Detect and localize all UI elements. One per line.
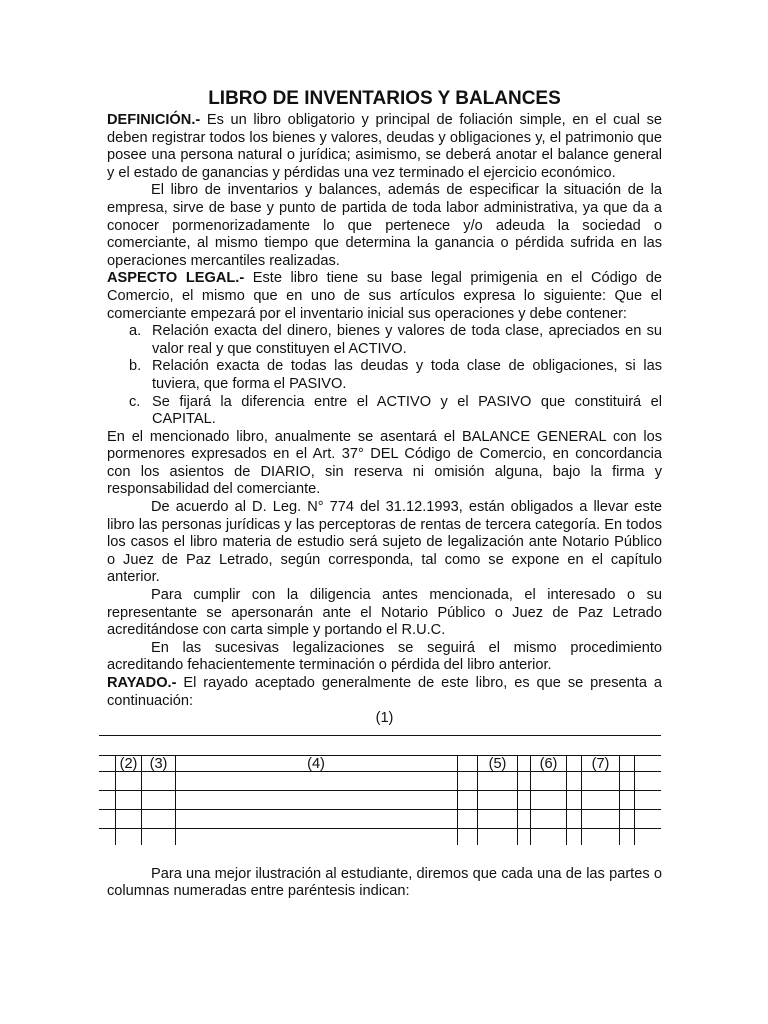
list-item-text: Relación exacta de todas las deudas y toda clase de obligaciones, si las tuviera, que forma el PASIVO. <box>152 358 662 392</box>
definicion-text: Es un libro obligatorio y principal de foliación simple, en el cual se deben registrar todos los bienes y valores, deudas y obligaciones y, el patrimonio que posee una persona natural o jurídica; asimismo, se deberá anotar el balance general y el estado de ganancias y pérdidas una vez terminado el ejercicio económico. <box>107 112 662 181</box>
aspecto-legal-text: Este libro tiene su base legal primigenia en el Código de Comercio, el mismo que en uno de sus artículos expresa lo siguiente: Que el comerciante empezará por el inventario inicial sus operaciones y debe contener: <box>107 270 662 322</box>
table-column-label: (3) <box>149 755 168 772</box>
aspecto-legal-paragraph <box>107 270 662 323</box>
paragraph-libro-inventarios: El libro de inventarios y balances, además de especificar la situación de la empresa, sirve de base y punto de partida de toda labor administrativa, ya que da a conocer pormenorizadamente lo que pertenece y/o adeuda la sociedad o comerciante, al mismo tiempo que determina la ganancia o pérdida sufrida en las operaciones mercantiles realizadas. <box>107 182 662 269</box>
aspecto-legal-label: ASPECTO LEGAL.- <box>107 270 245 287</box>
table-top-label: (1) <box>375 710 394 727</box>
paragraph-balance-general: En el mencionado libro, anualmente se asentará el BALANCE GENERAL con los pormenores expresados en el Art. 37° DEL Código de Comercio, en concordancia con los asientos de DIARIO, sin reserva ni omisión alguna, bajo la firma y responsabilidad del comerciante. <box>107 428 662 498</box>
definicion-paragraph <box>107 112 662 182</box>
page-title: LIBRO DE INVENTARIOS Y BALANCES <box>208 88 561 109</box>
rayado-paragraph <box>107 675 662 710</box>
list-item-text: Relación exacta del dinero, bienes y valores de toda clase, apreciados en su valor real y que constituyen el ACTIVO. <box>152 323 662 357</box>
contents-list <box>107 323 662 429</box>
paragraph-ilustracion: Para una mejor ilustración al estudiante, diremos que cada una de las partes o columnas numeradas entre paréntesis indican: <box>107 865 662 900</box>
list-item-text: Se fijará la diferencia entre el ACTIVO y el PASIVO que constituirá el CAPITAL. <box>152 393 662 428</box>
table-column-label: (4) <box>307 755 325 772</box>
table-column-label: (6) <box>539 755 558 772</box>
rayado-text: El rayado aceptado generalmente de este libro, es que se presenta a continuación: <box>107 675 662 709</box>
list-item <box>107 358 662 393</box>
table-column-label: (7) <box>591 755 610 772</box>
list-item-marker: b. <box>129 358 142 375</box>
document-page <box>107 86 662 901</box>
paragraph-sucesivas-legalizaciones: En las sucesivas legalizaciones se seguirá el mismo procedimiento acreditando fehacientemente terminación o pérdida del libro anterior. <box>107 639 662 674</box>
paragraph-decreto-legislativo: De acuerdo al D. Leg. N° 774 del 31.12.1993, están obligados a llevar este libro las personas jurídicas y las perceptoras de rentas de tercera categoría. En todos los casos el libro materia de estudio será sujeto de legalización ante Notario Público o Juez de Paz Letrado, según corresponda, tal como se expone en el capítulo anterior. <box>107 499 662 586</box>
rayado-label: RAYADO.- <box>107 675 177 691</box>
ruled-table <box>99 732 661 850</box>
list-item <box>107 323 662 358</box>
list-item <box>107 394 662 429</box>
table-column-label: (2) <box>119 755 138 772</box>
list-item-marker: c. <box>129 393 141 410</box>
paragraph-diligencia: Para cumplir con la diligencia antes mencionada, el interesado o su representante se apersonarán ante el Notario Público o Juez de Paz Letrado acreditándose con carta simple y portando el R.U.C. <box>107 587 662 639</box>
definicion-label: DEFINICIÓN.- <box>107 112 201 128</box>
table-column-label: (5) <box>488 755 507 772</box>
list-item-marker: a. <box>129 323 142 340</box>
